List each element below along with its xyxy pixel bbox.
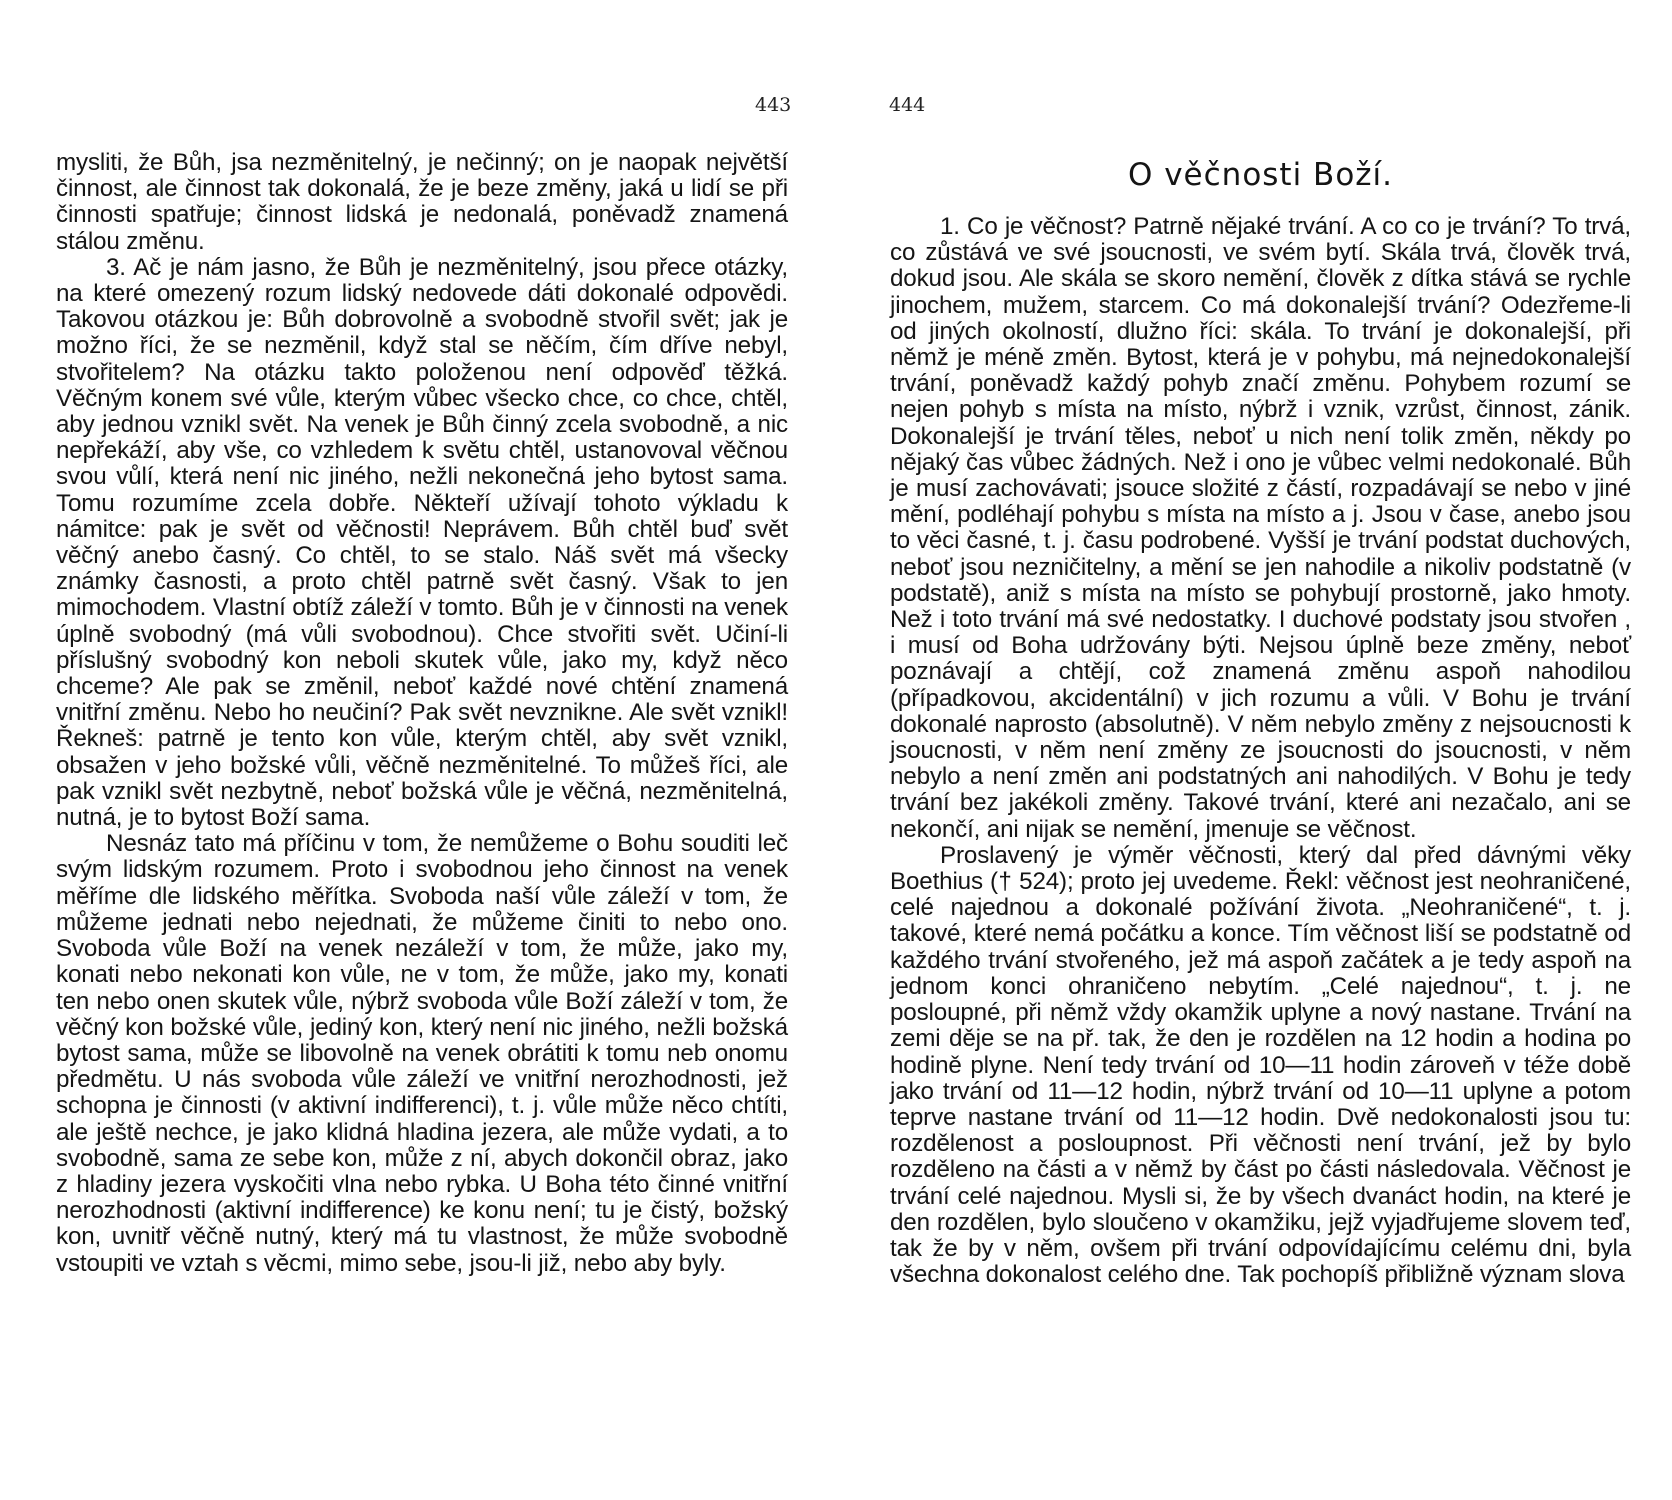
- right-page: [890, 158, 1631, 1288]
- page-number-left: 443: [755, 94, 792, 116]
- paragraph: Proslavený je výměr věčnosti, který dal před dávnými věky Boethius († 524); proto jej uvedeme. Řekl: věčnost jest neohraničené, celé najednou a dokonalé požívání života. „Neohraničené“, t. j. takové, které nemá počátku a konce. Tím věčnost liší se podstatně od každého trvání stvořeného, jež má aspoň začátek a je tedy aspoň na jednom konci ohraničeno nebytím. „Celé najednou“, t. j. ne posloupné, při němž vždy okamžik uplyne a nový nastane. Trvání na zemi děje se na př. tak, že den je rozdělen na 12 hodin a hodina po hodině plyne. Není tedy trvání od 10—11 hodin zároveň v téže době jako trvání od 11—12 hodin, nýbrž trvání od 10—11 uplyne a potom teprve nastane trvání od 11—12 hodin. Dvě nedokonalosti jsou tu: rozdělenost a posloupnost. Při věčnosti není trvání, jež by bylo rozděleno na části a v němž by část po části následovala. Věčnost je trvání celé najednou. Mysli si, že by všech dvanáct hodin, na které je den rozdělen, bylo sloučeno v okamžiku, jejž vyjadřujeme slovem teď, tak že by v něm, ovšem při trvání odpovídajícímu celému dni, byla všechna dokonalost celého dne. Tak pochopíš přibližně význam slova: [890, 841, 1631, 1289]
- left-page: [56, 150, 788, 1277]
- paragraph: mysliti, že Bůh, jsa nezměnitelný, je nečinný; on je naopak největší činnost, ale činnost tak dokonalá, že je beze změny, jaká u lidí se při činnosti spatřuje; činnost lidská je nedonalá, poněvadž znamená stálou změnu.: [56, 149, 788, 255]
- paragraph: 1. Co je věčnost? Patrně nějaké trvání. A co co je trvání? To trvá, co zůstává ve své jsoucnosti, ve svém bytí. Skála trvá, člověk trvá, dokud jsou. Ale skála se skoro nemění, člověk z dítka stává se rychle jinochem, mužem, starcem. Co má dokonalejší trvání? Odezřeme-li od jiných okolností, dlužno říci: skála. To trvání je dokonalejší, při němž je méně změn. Bytost, která je v pohybu, má nejnedokonalejší trvání, poněvadž každý pohyb značí změnu. Pohybem rozumí se nejen pohyb s místa na místo, nýbrž i vznik, vzrůst, činnost, zánik. Dokonalejší je trvání těles, neboť u nich není tolik změn, někdy po nějaký čas vůbec žádných. Než i ono je vůbec velmi nedokonalé. Bůh je musí zachovávati; jsouce složité z částí, rozpadávají se nebo v jiné mění, podléhají pohybu s místa na místo a j. Jsou v čase, anebo jsou to věci časné, t. j. času podrobené. Vyšší je trvání podstat duchových, neboť jsou nezničitelny, a mění se jen nahodile a nikoliv podstatně (v podstatě), aniž s místa na místo se pohybují prostorně, jako hmoty. Než i toto trvání má své nedostatky. I duchové podstaty jsou stvořen , i musí od Boha udržovány býti. Nejsou úplně beze změny, neboť poznávají a chtějí, což znamená změnu aspoň nahodilou (případkovou, akcidentální) v jich rozumu a vůli. V Bohu je trvání dokonalé naprosto (absolutně). V něm nebylo změny z nejsoucnosti k jsoucnosti, v něm není změny ze jsoucnosti do jsoucnosti, v něm nebylo a není změn ani podstatných ani nahodilých. V Bohu je tedy trvání bez jakékoli změny. Takové trvání, které ani nezačalo, ani se nekončí, ani nijak se nemění, jmenuje se věčnost.: [890, 213, 1631, 843]
- paragraph: Nesnáz tato má příčinu v tom, že nemůžeme o Bohu souditi leč svým lidským rozumem. Proto i svobodnou jeho činnost na venek měříme dle lidského měřítka. Svoboda naší vůle záleží v tom, že můžeme jednati nebo nejednati, že můžeme činiti to nebo ono. Svoboda vůle Boží na venek nezáleží v tom, že může, jako my, konati nebo nekonati kon vůle, ne v tom, že může, jako my, konati ten nebo onen skutek vůle, nýbrž svoboda vůle Boží záleží v tom, že věčný kon božské vůle, jediný kon, který není nic jiného, nežli božská bytost sama, může se libovolně na venek obrátiti k tomu neb onomu předmětu. U nás svoboda vůle záleží ve vnitřní nerozhodnosti, jež schopna je činnosti (v aktivní indifferenci), t. j. vůle může něco chtíti, ale ještě nechce, je jako klidná hladina jezera, ale může vydati, a to svobodně, sama ze sebe kon, může z ní, abych dokončil obraz, jako z hladiny jezera vyskočiti vlna nebo rybka. U Boha této činné vnitřní nerozhodnosti (aktivní indifference) ke konu není; tu je čistý, božský kon, uvnitř věčně nutný, který má tu vlastnost, že může svobodně vstoupiti ve vztah s věcmi, mimo sebe, jsou-li již, nebo aby byly.: [56, 830, 788, 1277]
- chapter-title: O věčnosti Boží.: [1127, 157, 1394, 193]
- paragraph: 3. Ač je nám jasno, že Bůh je nezměnitelný, jsou přece otázky, na které omezený rozum lidský nedovede dáti dokonalé odpovědi. Takovou otázkou je: Bůh dobrovolně a svobodně stvořil svět; jak je možno říci, že se nezměnil, když stal se něčím, čím dříve nebyl, stvořitelem? Na otázku takto položenou není odpověď těžká. Věčným konem své vůle, kterým vůbec všecko chce, co chce, chtěl, aby jednou vznikl svět. Na venek je Bůh činný zcela svobodně, a nic nepřekáží, aby vše, co vzhledem k světu chtěl, ustanovoval věčnou svou vůlí, která není nic jiného, nežli nekonečná jeho bytost sama. Tomu rozumíme zcela dobře. Někteří užívají tohoto výkladu k námitce: pak je svět od věčnosti! Neprávem. Bůh chtěl buď svět věčný anebo časný. Co chtěl, to se stalo. Náš svět má všecky známky časnosti, a proto chtěl patrně svět časný. Však to jen mimochodem. Vlastní obtíž záleží v tomto. Bůh je v činnosti na venek úplně svobodný (má vůli svobodnou). Chce stvořiti svět. Učiní-li příslušný svobodný kon neboli skutek vůle, jako my, když něco chceme? Ale pak se změnil, neboť každé nové chtění znamená vnitřní změnu. Nebo ho neučiní? Pak svět nevznikne. Ale svět vznikl! Řekneš: patrně je tento kon vůle, kterým chtěl, aby svět vznikl, obsažen v jeho božské vůli, věčně nezměnitelné. To můžeš říci, ale pak vznikl svět nezbytně, neboť božská vůle je věčná, nezměnitelná, nutná, je to bytost Boží sama.: [56, 253, 788, 832]
- page-number-right: 444: [889, 94, 926, 116]
